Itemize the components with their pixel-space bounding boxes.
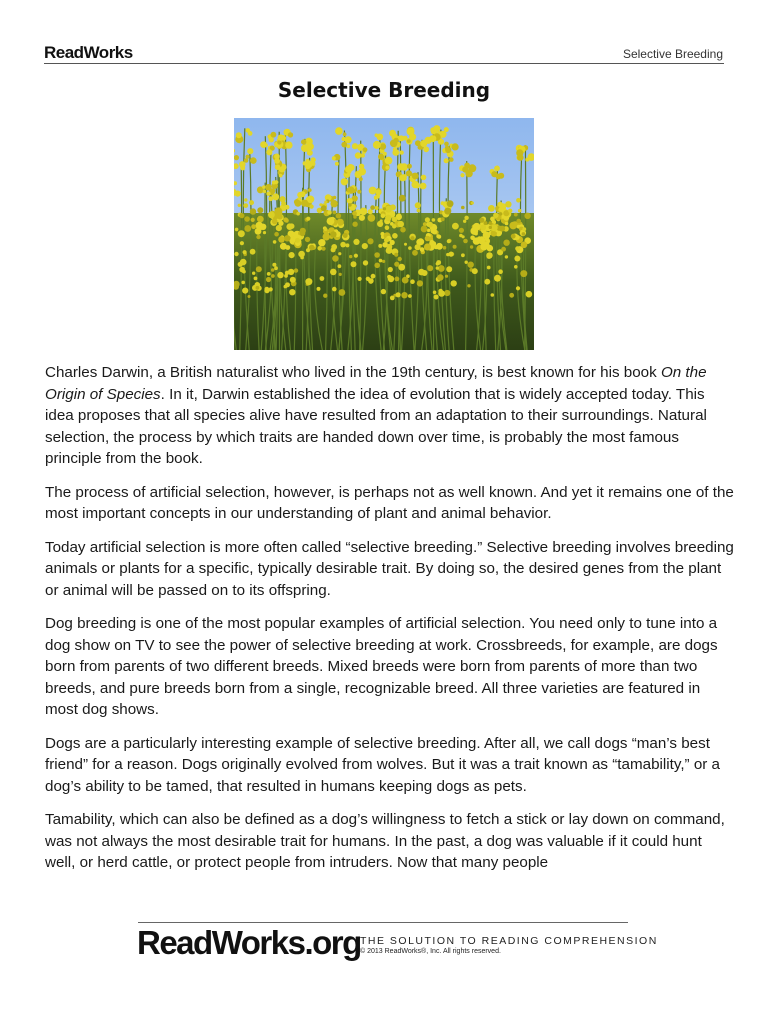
page-title: Selective Breeding <box>277 78 491 102</box>
paragraph-2: The process of artificial selection, however, is perhaps not as well known. And yet it remains one of the most important concepts in our understanding of plant and animal behavior. <box>45 483 734 522</box>
footer-divider <box>138 922 628 923</box>
header-divider <box>44 63 724 64</box>
book-title: On the Origin of Species <box>45 364 707 403</box>
footer-copyright: © 2013 ReadWorks®, Inc. All rights reserved. <box>360 948 501 955</box>
footer-logo: ReadWorks.org <box>137 924 361 961</box>
paragraph-4: Dog breeding is one of the most popular examples of artificial selection. You need only to tune into a dog show on TV to see the power of selective breeding at work. Crossbreeds, for example, are dogs born from parents of two different breeds. Mixed breeds were born from parents of more than two breeds, and pure breeds born from a single, recognizable breed. All three varieties are featured in most dog shows. <box>45 615 718 718</box>
header-logo: ReadWorks <box>44 43 133 62</box>
header-section-title: Selective Breeding <box>622 47 723 61</box>
article-body <box>45 362 735 886</box>
paragraph-6: Tamability, which can also be defined as a dog’s willingness to fetch a stick or lay down on command, was not always the most desirable trait for humans. In the past, a dog was valuable if it could hunt well, or herd cattle, or protect people from intruders. Now that many people <box>45 811 725 871</box>
paragraph-3: Today artificial selection is more often called “selective breeding.” Selective breeding involves breeding animals or plants for a specific, typically desirable trait. By doing so, the desired genes from the plant or animal will be passed on to its offspring. <box>45 538 734 599</box>
rapeseed-field-photo <box>234 118 534 350</box>
paragraph-1: Charles Darwin, a British naturalist who lived in the 19th century, is best known for his book On the Origin of Species. In it, Darwin established the idea of evolution that is widely accepted today. This idea proposes that all species alive have resulted from an adaptation to their surroundings. Natural selection, the process by which traits are handed down over time, is probably the most famous principle from the book. <box>45 364 707 467</box>
paragraph-5: Dogs are a particularly interesting example of selective breeding. After all, we call dogs “man’s best friend” for a reason. Dogs originally evolved from wolves. But it was a trait known as “tamability,” or a dog’s ability to be tamed, that resulted in humans keeping dogs as pets. <box>45 734 720 795</box>
footer-tagline: THE SOLUTION TO READING COMPREHENSION <box>360 935 658 947</box>
